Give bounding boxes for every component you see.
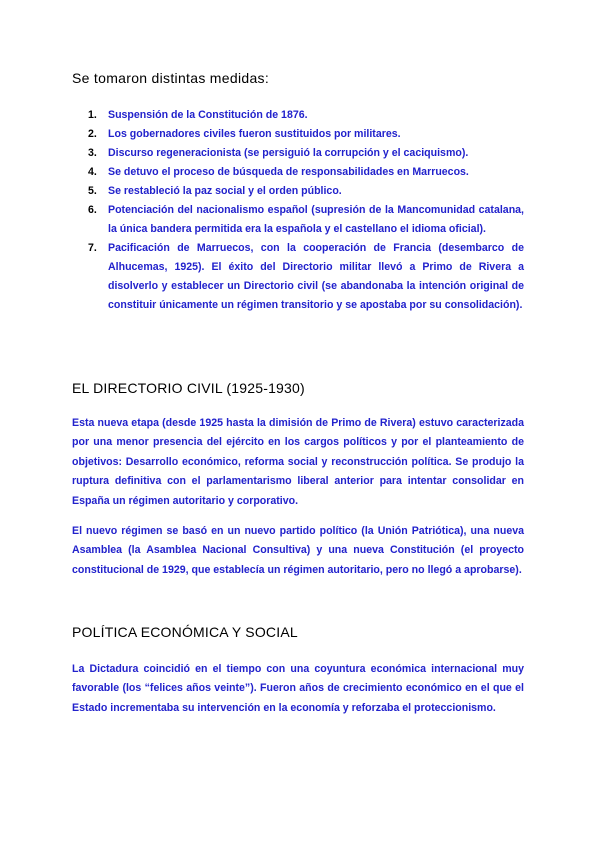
list-number: 2. (88, 128, 97, 140)
list-item-text: Pacificación de Marruecos, con la cooperación de Francia (desembarco de Alhucemas, 1925). El éxito del Directorio militar llevó a Primo de Rivera a disolverlo y establecer un Directorio civil (se abandonaba la intención original de constituir únicamente un régimen transitorio y se apostaba por su consolidación). (108, 242, 524, 311)
list-item-text: Suspensión de la Constitución de 1876. (108, 109, 308, 121)
list-number: 3. (88, 147, 97, 159)
list-number: 5. (88, 185, 97, 197)
list-item (88, 125, 524, 144)
list-number: 6. (88, 204, 97, 216)
list-item (88, 239, 524, 315)
list-item-text: Se detuvo el proceso de búsqueda de responsabilidades en Marruecos. (108, 166, 469, 178)
list-item (88, 201, 524, 239)
section-title-civil: EL DIRECTORIO CIVIL (1925-1930) (72, 380, 305, 396)
list-item (88, 163, 524, 182)
paragraph-civil-2: El nuevo régimen se basó en un nuevo partido político (la Unión Patriótica), una nueva Asamblea (la Asamblea Nacional Consultiva) y una nueva Constitución (el proyecto constitucional de 1929, que establecía un régimen autoritario, pero no llegó a aprobarse). (72, 525, 524, 576)
intro-heading: Se tomaron distintas medidas: (72, 70, 270, 86)
list-item (88, 144, 524, 163)
list-item-text: Discurso regeneracionista (se persiguió la corrupción y el caciquismo). (108, 147, 469, 159)
list-number: 1. (88, 109, 97, 121)
list-number: 4. (88, 166, 97, 178)
list-item-text: Se restableció la paz social y el orden público. (108, 185, 342, 197)
list-item-text: Potenciación del nacionalismo español (supresión de la Mancomunidad catalana, la única bandera permitida era la española y el castellano el idioma oficial). (108, 204, 524, 235)
list-number: 7. (88, 242, 97, 254)
section-title-economy: POLÍTICA ECONÓMICA Y SOCIAL (72, 624, 298, 640)
paragraph-economy-1: La Dictadura coincidió en el tiempo con una coyuntura económica internacional muy favorable (los “felices años veinte”). Fueron años de crecimiento económico en el que el Estado incrementaba su intervención en la economía y reforzaba el proteccionismo. (72, 663, 524, 714)
list-item (88, 182, 524, 201)
paragraph-civil-1: Esta nueva etapa (desde 1925 hasta la dimisión de Primo de Rivera) estuvo caracterizada por una menor presencia del ejército en los cargos políticos y por el planteamiento de objetivos: Desarrollo económico, reforma social y reconstrucción política. Se produjo la ruptura definitiva con el parlamentarismo liberal anterior para intentar consolidar en España un régimen autoritario y corporativo. (72, 417, 524, 507)
list-item (88, 106, 524, 125)
measures-list (88, 106, 524, 315)
list-item-text: Los gobernadores civiles fueron sustituidos por militares. (108, 128, 401, 140)
